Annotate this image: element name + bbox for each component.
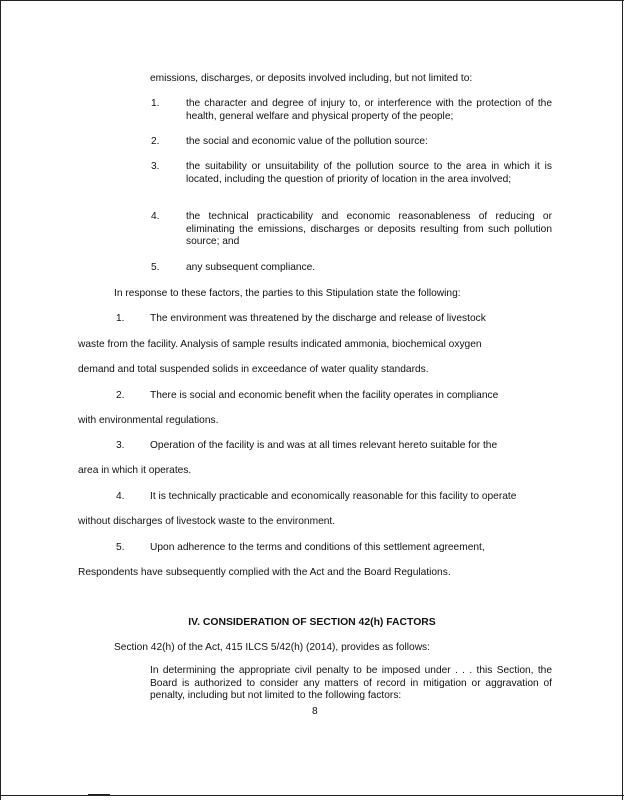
response-5-number: 5. <box>116 542 125 553</box>
page-border-bottom <box>0 795 624 796</box>
list-item-4-number: 4. <box>151 211 160 222</box>
list-item-2-text: the social and economic value of the pollution source: <box>186 136 428 147</box>
response-2-number: 2. <box>116 390 125 401</box>
list-item-4-text: the technical practicability and economic reasonableness of reducing or eliminating the emissions, discharges or deposits resulting from such pollution source; and <box>186 211 552 247</box>
response-3-number: 3. <box>116 440 125 451</box>
response-1-line-2: waste from the facility. Analysis of sample results indicated ammonia, biochemical oxygen <box>78 339 482 350</box>
response-1-line-3: demand and total suspended solids in exceedance of water quality standards. <box>78 364 429 375</box>
response-intro: In response to these factors, the parties to this Stipulation state the following: <box>114 288 461 299</box>
scan-mark <box>88 794 110 795</box>
response-4-line-2: without discharges of livestock waste to the environment. <box>78 516 336 527</box>
intro-text: emissions, discharges, or deposits involved including, but not limited to: <box>150 73 473 84</box>
response-1-number: 1. <box>116 313 125 324</box>
page-border-top <box>0 0 624 1</box>
response-2-line-2: with environmental regulations. <box>78 415 219 426</box>
response-5-line-1: Upon adherence to the terms and conditions of this settlement agreement, <box>150 542 485 553</box>
list-item-1-text: the character and degree of injury to, or interference with the protection of the health, general welfare and physical property of the people; <box>186 98 552 122</box>
list-item-3-text: the suitability or unsuitability of the pollution source to the area in which it is located, including the question of priority of location in the area involved; <box>186 161 552 185</box>
list-item-1-number: 1. <box>151 98 160 109</box>
list-item-5-text: any subsequent compliance. <box>186 262 316 273</box>
list-item-2-number: 2. <box>151 136 160 147</box>
response-4-line-1: It is technically practicable and economically reasonable for this facility to operate <box>150 491 517 502</box>
response-1-line-1: The environment was threatened by the discharge and release of livestock <box>150 313 486 324</box>
response-5-line-2: Respondents have subsequently complied with the Act and the Board Regulations. <box>78 567 451 578</box>
block-quote: In determining the appropriate civil penalty to be imposed under . . . this Section, the Board is authorized to consider any matters of record in mitigation or aggravation of penalty, including but not limited to the following factors: <box>150 665 552 701</box>
response-4-number: 4. <box>116 491 125 502</box>
section-intro: Section 42(h) of the Act, 415 ILCS 5/42(h) (2014), provides as follows: <box>114 642 430 653</box>
list-item-3-number: 3. <box>151 161 160 172</box>
page-number: 8 <box>312 706 318 717</box>
response-3-line-2: area in which it operates. <box>78 465 192 476</box>
section-heading: IV. CONSIDERATION OF SECTION 42(h) FACTORS <box>188 617 436 628</box>
page-border-left <box>0 0 1 800</box>
response-2-line-1: There is social and economic benefit when the facility operates in compliance <box>150 390 499 401</box>
response-3-line-1: Operation of the facility is and was at all times relevant hereto suitable for the <box>150 440 498 451</box>
page-border-right <box>622 0 623 800</box>
list-item-5-number: 5. <box>151 262 160 273</box>
